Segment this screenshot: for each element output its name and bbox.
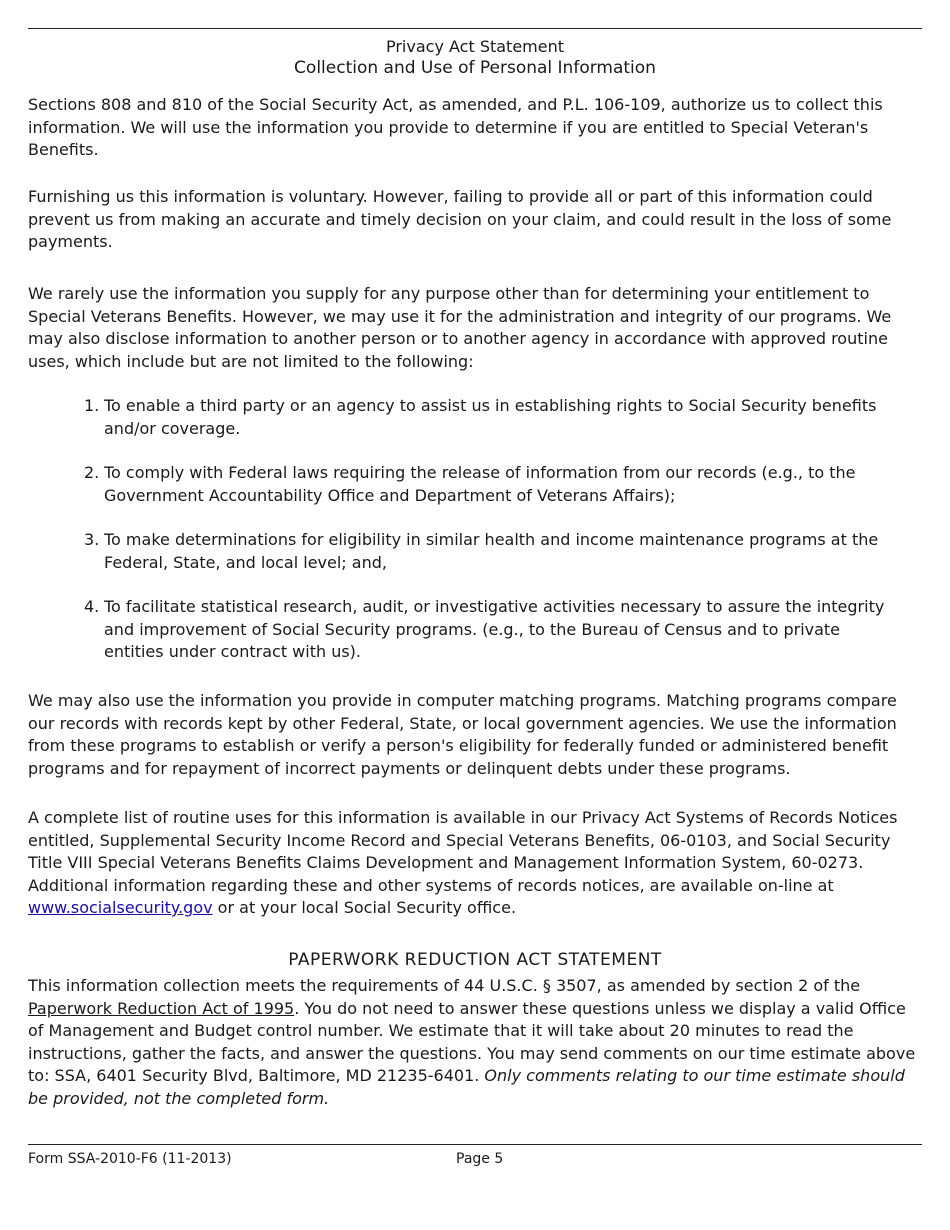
routine-uses-paragraph: We rarely use the information you supply for any purpose other than for determining your entitlement to Special Veterans Benefits. However, we may use it for the administration and integrity of our programs. We may also disclose information to another person or to another agency in accordance with approved routine uses, which include but are not limited to the following: (28, 284, 892, 371)
computer-matching-paragraph: We may also use the information you provide in computer matching programs. Matching programs compare our records with records kept by other Federal, State, or local government agencies. We use the information from these programs to establish or verify a person's eligibility for federally funded or administered benefit programs and for repayment of incorrect payments or delinquent debts under these programs. (28, 691, 897, 778)
systems-text-before: A complete list of routine uses for this information is available in our Privacy Act Systems of Records Notices entitled, Supplemental Security Income Record and Special Veterans Benefits, 06-0103, and Social Security Title VIII Special Veterans Benefits Claims Development and Management Information System, 60-0273. Additional information regarding these and other systems of records notices, are available on-line at (28, 808, 898, 895)
authority-paragraph: Sections 808 and 810 of the Social Security Act, as amended, and P.L. 106-109, authorize us to collect this information. We will use the information you provide to determine if you are entitled to Special Veteran's Benefits. (28, 95, 883, 159)
list-item (84, 462, 904, 507)
paperwork-text-before: This information collection meets the requirements of 44 U.S.C. § 3507, as amended by section 2 of the (28, 976, 861, 995)
form-identifier: Form SSA-2010-F6 (11-2013) (28, 1151, 232, 1167)
systems-text-after: or at your local Social Security office. (212, 898, 517, 917)
paperwork-text-after: . You do not need to answer these questions unless we display a valid Office of Management and Budget control number. We estimate that it will take about 20 minutes to read the instructions, gather the facts, and answer the questions. You may send comments on our time estimate above to: SSA, 6401 Security Blvd, Baltimore, MD 21235-6401. (28, 998, 916, 1085)
paperwork-act-reference: Paperwork Reduction Act of 1995 (28, 998, 295, 1018)
list-item-text: To comply with Federal laws requiring the release of information from our records (e.g., to the Government Accountability Office and Department of Veterans Affairs); (104, 463, 856, 505)
paperwork-heading: PAPERWORK REDUCTION ACT STATEMENT (288, 950, 662, 970)
list-item-number: 2. (84, 463, 100, 482)
list-item (84, 529, 904, 574)
list-item-text: To facilitate statistical research, audit, or investigative activities necessary to assure the integrity and improvement of Social Security programs. (e.g., to the Bureau of Census and to private entities under contract with us). (104, 597, 885, 661)
paperwork-italic-note: Only comments relating to our time estimate should be provided, not the completed form. (28, 1066, 905, 1108)
privacy-act-subtitle: Collection and Use of Personal Information (294, 58, 656, 78)
document-page (28, 0, 922, 1230)
top-divider (28, 28, 922, 29)
list-item (84, 596, 904, 664)
list-item-number: 4. (84, 597, 100, 616)
list-item (84, 395, 904, 440)
list-item-text: To enable a third party or an agency to assist us in establishing rights to Social Security benefits and/or coverage. (104, 396, 877, 438)
systems-of-records-paragraph (28, 807, 922, 920)
list-item-number: 3. (84, 530, 100, 549)
list-item-number: 1. (84, 396, 100, 415)
paperwork-paragraph (28, 975, 922, 1110)
list-item-text: To make determinations for eligibility in similar health and income maintenance programs at the Federal, State, and local level; and, (104, 530, 879, 572)
bottom-divider (28, 1144, 922, 1145)
voluntary-paragraph: Furnishing us this information is voluntary. However, failing to provide all or part of this information could prevent us from making an accurate and timely decision on your claim, and could result in the loss of some payments. (28, 187, 892, 251)
socialsecurity-link[interactable]: www.socialsecurity.gov (28, 898, 213, 917)
page-number: Page 5 (456, 1151, 504, 1167)
privacy-act-title: Privacy Act Statement (385, 37, 565, 56)
